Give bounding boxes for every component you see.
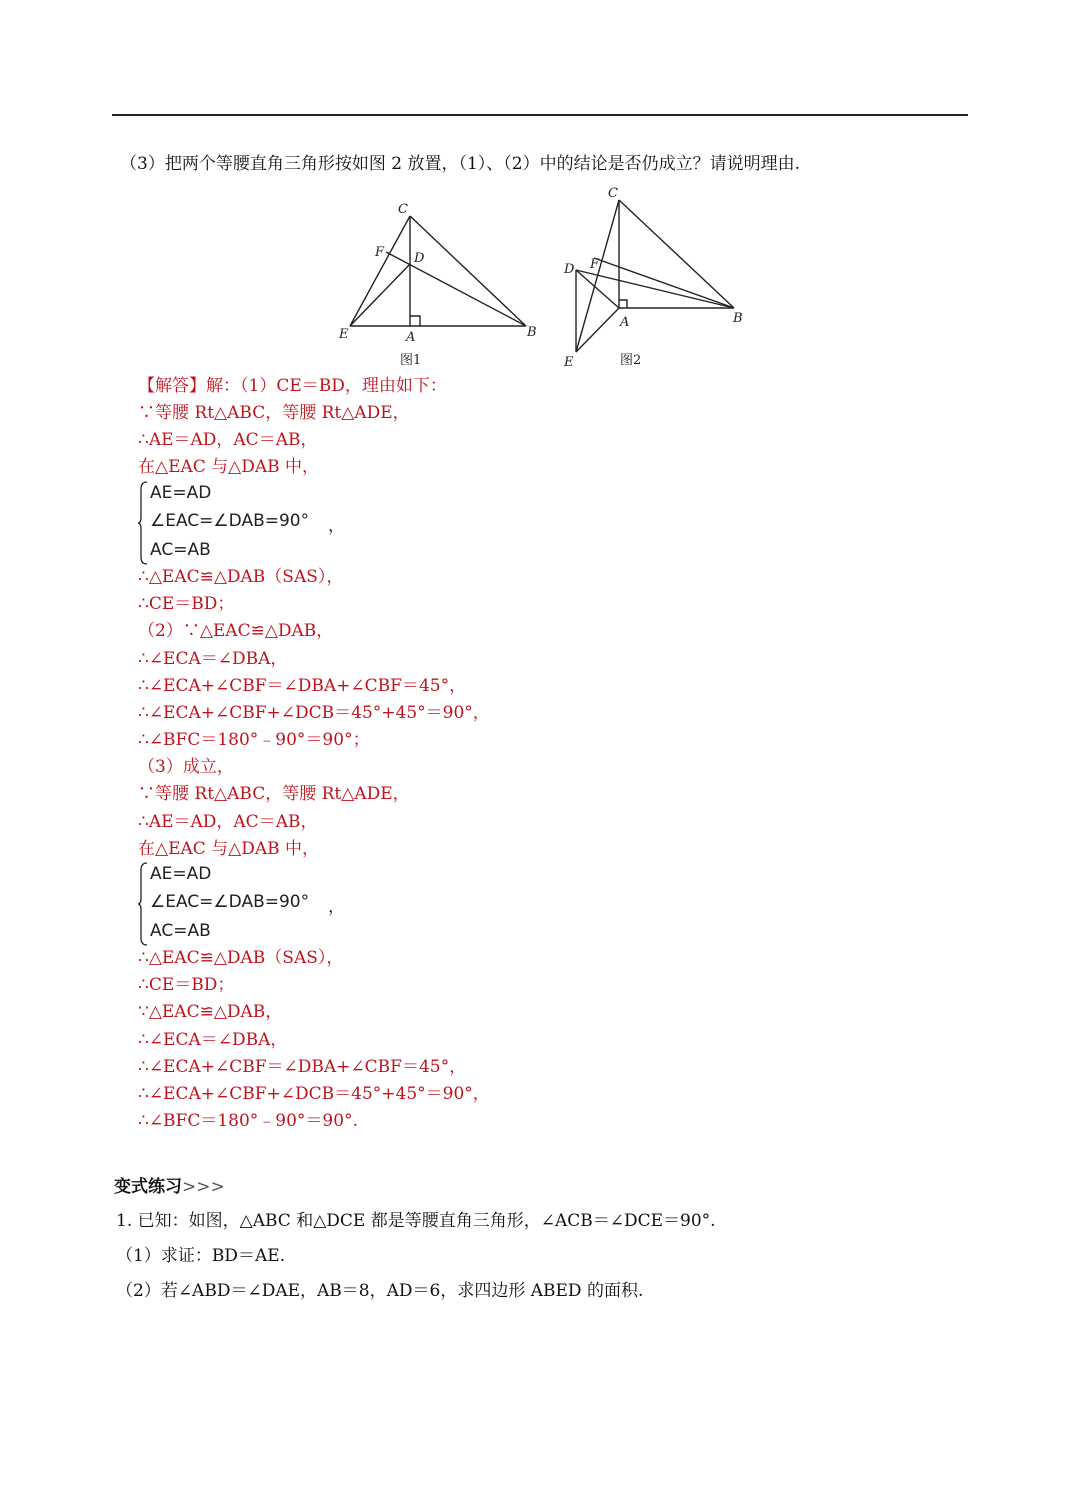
solution-line: ∴△EAC≌△DAB（SAS）， (138, 567, 344, 587)
solution-line: 在△EAC 与△DAB 中， (138, 457, 320, 477)
solution-line: ∴∠ECA+∠CBF＝∠DBA+∠CBF＝45°， (138, 676, 467, 696)
fig2-caption: 图2 (620, 353, 642, 368)
solution-line: ∵等腰 Rt△ABC，等腰 Rt△ADE， (138, 403, 410, 423)
fig1-label-f: F (375, 245, 385, 260)
solution-line: ∴CE＝BD； (138, 594, 235, 614)
exercise-part-2: （2）若∠ABD＝∠DAE，AB＝8，AD＝6，求四边形 ABED 的面积. (116, 1281, 644, 1301)
solution-line: 在△EAC 与△DAB 中， (138, 839, 320, 859)
solution-line: ∴∠ECA＝∠DBA， (138, 649, 288, 669)
equation-system-2 (138, 862, 378, 946)
fig1-label-c: C (398, 202, 408, 217)
solution-line: ∴AE＝AD，AC＝AB， (138, 812, 318, 832)
system-row: AE=AD (150, 483, 212, 503)
solution-line: ∴∠BFC＝180°﹣90°＝90°； (138, 730, 370, 750)
brace-icon (138, 481, 148, 565)
fig2-label-a: A (620, 315, 630, 330)
solution-line: ∴△EAC≌△DAB（SAS）， (138, 948, 344, 968)
brace-icon (138, 862, 148, 946)
fig2-label-c: C (608, 186, 618, 201)
figure-1 (336, 196, 546, 372)
solution-line: ∴∠ECA+∠CBF+∠DCB＝45°+45°＝90°， (138, 1084, 490, 1104)
exercise-part-1: （1）求证：BD＝AE. (116, 1246, 286, 1266)
fig2-label-b: B (733, 311, 743, 326)
fig1-label-b: B (527, 325, 537, 340)
solution-line: （3）成立， (138, 757, 234, 777)
section-arrows: >>> (182, 1177, 225, 1197)
fig1-label-e: E (339, 327, 349, 342)
fig2-label-f: F (590, 257, 600, 272)
header-rule (112, 114, 968, 116)
solution-line: 【解答】解：（1）CE＝BD，理由如下： (138, 376, 447, 396)
section-title: 变式练习 (114, 1177, 182, 1197)
system-row: ∠EAC=∠DAB=90° (150, 511, 310, 531)
fig2-label-e: E (564, 355, 574, 370)
solution-line: ∴∠ECA+∠CBF+∠DCB＝45°+45°＝90°， (138, 703, 490, 723)
system-comma: ， (328, 897, 345, 917)
system-row: ∠EAC=∠DAB=90° (150, 892, 310, 912)
solution-line: ∵△EAC≌△DAB， (138, 1002, 283, 1022)
solution-line: ∴∠ECA+∠CBF＝∠DBA+∠CBF＝45°， (138, 1057, 467, 1077)
fig1-label-d: D (414, 251, 425, 266)
solution-line: ∴AE＝AD，AC＝AB， (138, 430, 318, 450)
solution-line: ∴∠ECA＝∠DBA， (138, 1030, 288, 1050)
system-row: AC=AB (150, 921, 211, 941)
solution-line: ∴∠BFC＝180°﹣90°＝90°. (138, 1111, 358, 1131)
section-heading (114, 1172, 225, 1197)
solution-line: （2）∵△EAC≌△DAB， (138, 621, 334, 641)
equation-system-1 (138, 481, 378, 565)
fig2-label-d: D (564, 262, 575, 277)
figure-2 (556, 180, 756, 372)
system-row: AC=AB (150, 540, 211, 560)
fig1-label-a: A (406, 330, 416, 345)
solution-line: ∴CE＝BD； (138, 975, 235, 995)
question-3: （3）把两个等腰直角三角形按如图 2 放置，（1）、（2）中的结论是否仍成立？请说明理由. (120, 154, 800, 174)
exercise-statement: 1. 已知：如图，△ABC 和△DCE 都是等腰直角三角形，∠ACB＝∠DCE＝90°. (116, 1211, 716, 1231)
system-comma: ， (328, 516, 345, 536)
system-row: AE=AD (150, 864, 212, 884)
fig1-caption: 图1 (400, 353, 422, 368)
solution-line: ∵等腰 Rt△ABC，等腰 Rt△ADE， (138, 784, 410, 804)
